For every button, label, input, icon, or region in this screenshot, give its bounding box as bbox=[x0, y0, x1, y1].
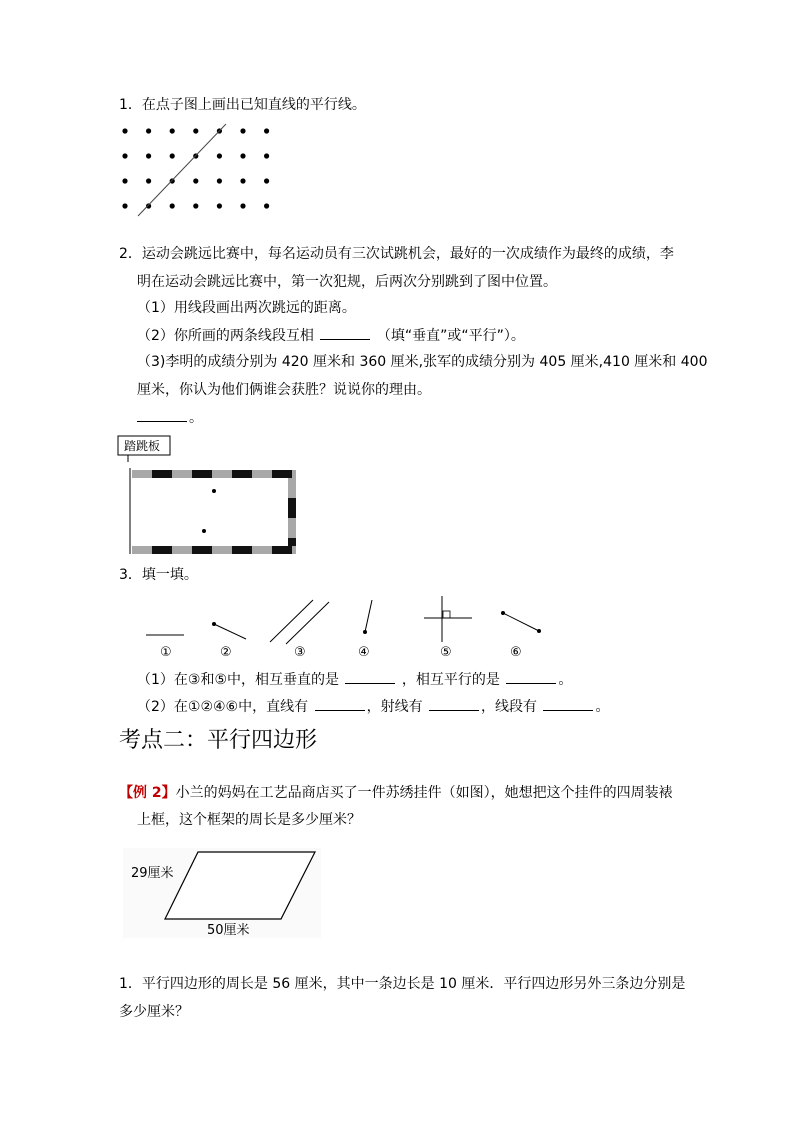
grid-dot bbox=[122, 178, 127, 183]
answer-blank[interactable] bbox=[345, 669, 395, 684]
pit-border-stripe bbox=[288, 538, 296, 546]
q2-line1: 2．运动会跳远比赛中，每名运动员有三次试跳机会，最好的一次成绩作为最终的成绩，李 bbox=[119, 246, 674, 262]
example2-line2: 上框，这个框架的周长是多少厘米？ bbox=[137, 812, 361, 828]
grid-dot bbox=[146, 178, 151, 183]
given-line bbox=[138, 124, 226, 216]
grid-dot bbox=[193, 203, 198, 208]
grid-dot bbox=[217, 178, 222, 183]
q3-sub2-c: ，线段有 bbox=[481, 699, 538, 715]
q2-sub2 bbox=[137, 325, 525, 346]
grid-dot bbox=[264, 178, 269, 183]
figure-label: ② bbox=[220, 645, 232, 660]
jump-mark-1 bbox=[212, 489, 216, 493]
parallelogram-figure bbox=[123, 848, 323, 938]
q3-sub2-d: 。 bbox=[595, 699, 610, 715]
pit-border-stripe bbox=[192, 470, 212, 478]
q3-sub2-a: （2）在①②④⑥中，直线有 bbox=[137, 699, 309, 715]
q3-sub1-c: 。 bbox=[558, 672, 573, 688]
q4-line2: 多少厘米？ bbox=[119, 1004, 189, 1020]
grid-dot bbox=[217, 153, 222, 158]
q2-sub2-after: （填“垂直”或“平行”）。 bbox=[376, 328, 525, 344]
answer-blank[interactable] bbox=[429, 696, 479, 711]
q2-sub1: （1）用线段画出两次跳远的距离。 bbox=[137, 300, 356, 316]
answer-blank[interactable] bbox=[320, 325, 370, 340]
q3-sub2-b: ，射线有 bbox=[366, 699, 423, 715]
grid-dot bbox=[146, 203, 151, 208]
grid-dot bbox=[170, 153, 175, 158]
pit-border-stripe bbox=[212, 546, 232, 554]
pit-border-stripe bbox=[192, 546, 212, 554]
q3-title: 3．填一填。 bbox=[119, 567, 198, 583]
figure-label: ⑤ bbox=[440, 645, 452, 660]
q3-sub2 bbox=[137, 696, 609, 717]
grid-dot bbox=[240, 178, 245, 183]
figure-label: ① bbox=[160, 645, 172, 660]
answer-blank[interactable] bbox=[543, 696, 593, 711]
pit-border-stripe bbox=[232, 546, 252, 554]
grid-dot bbox=[122, 153, 127, 158]
grid-dot bbox=[193, 128, 198, 133]
q2-line2: 明在运动会跳远比赛中，第一次犯规，后两次分别跳到了图中位置。 bbox=[137, 274, 557, 290]
q1-text: 1．在点子图上画出已知直线的平行线。 bbox=[119, 97, 366, 113]
figure-label: ③ bbox=[294, 645, 306, 660]
pit-border-stripe bbox=[288, 498, 296, 518]
q2-answer-line bbox=[137, 407, 203, 428]
line-types-figure bbox=[140, 592, 540, 662]
pit-border-stripe bbox=[272, 470, 292, 478]
pit-border-stripe bbox=[292, 470, 296, 478]
grid-dot bbox=[240, 153, 245, 158]
grid-dot bbox=[146, 153, 151, 158]
takeoff-board-label: 踏跳板 bbox=[124, 439, 161, 453]
pit-border-stripe bbox=[292, 546, 296, 554]
grid-dot bbox=[264, 128, 269, 133]
example-tag: 【例 2】 bbox=[119, 785, 176, 801]
long-jump-figure bbox=[118, 436, 298, 556]
q2-sub3-line1: （3)李明的成绩分别为 420 厘米和 360 厘米,张军的成绩分别为 405 厘米,410 厘米和 400 bbox=[137, 354, 708, 370]
pit-border-stripe bbox=[212, 470, 232, 478]
pit-border-stripe bbox=[152, 470, 172, 478]
side-label: 29厘米 bbox=[131, 866, 174, 881]
figure-label: ⑥ bbox=[510, 645, 522, 660]
pit-border-stripe bbox=[132, 546, 152, 554]
answer-blank[interactable] bbox=[315, 696, 365, 711]
pit-border-stripe bbox=[252, 470, 272, 478]
dot-grid-figure bbox=[118, 122, 278, 232]
grid-dot bbox=[240, 203, 245, 208]
grid-dot bbox=[170, 203, 175, 208]
base-label: 50厘米 bbox=[207, 923, 250, 938]
pit-border-stripe bbox=[252, 546, 272, 554]
jump-mark-2 bbox=[202, 529, 206, 533]
pit-border-stripe bbox=[152, 546, 172, 554]
q3-sub1-a: （1）在③和⑤中，相互垂直的是 bbox=[137, 672, 340, 688]
figure-label: ④ bbox=[358, 645, 370, 660]
grid-dot bbox=[193, 178, 198, 183]
q3-sub1-b: ，相互平行的是 bbox=[401, 672, 500, 688]
pit-border-stripe bbox=[132, 470, 152, 478]
grid-dot bbox=[240, 128, 245, 133]
q2-sub3-line2: 厘米，你认为他们俩谁会获胜？说说你的理由。 bbox=[137, 382, 431, 398]
pit-border-stripe bbox=[172, 470, 192, 478]
q2-answer-end: 。 bbox=[189, 410, 203, 426]
pit-border-stripe bbox=[288, 518, 296, 538]
example2-text: 小兰的妈妈在工艺品商店买了一件苏绣挂件（如图），她想把这个挂件的四周装裱 bbox=[175, 785, 673, 801]
q3-sub1 bbox=[137, 669, 572, 690]
answer-blank[interactable] bbox=[137, 407, 187, 422]
grid-dot bbox=[217, 203, 222, 208]
grid-dot bbox=[264, 153, 269, 158]
example2-line1 bbox=[119, 783, 673, 803]
pit-border-stripe bbox=[172, 546, 192, 554]
q4-line1: 1．平行四边形的周长是 56 厘米，其中一条边长是 10 厘米．平行四边形另外三条边分别是 bbox=[119, 976, 686, 992]
answer-blank[interactable] bbox=[506, 669, 556, 684]
grid-dot bbox=[122, 128, 127, 133]
section-title: 考点二：平行四边形 bbox=[119, 728, 318, 753]
pit-border-stripe bbox=[272, 546, 292, 554]
pit-border-stripe bbox=[232, 470, 252, 478]
grid-dot bbox=[146, 128, 151, 133]
grid-dot bbox=[122, 203, 127, 208]
pit-border-stripe bbox=[288, 478, 296, 498]
grid-dot bbox=[264, 203, 269, 208]
q2-sub2-before: （2）你所画的两条线段互相 bbox=[137, 328, 314, 344]
grid-dot bbox=[170, 128, 175, 133]
